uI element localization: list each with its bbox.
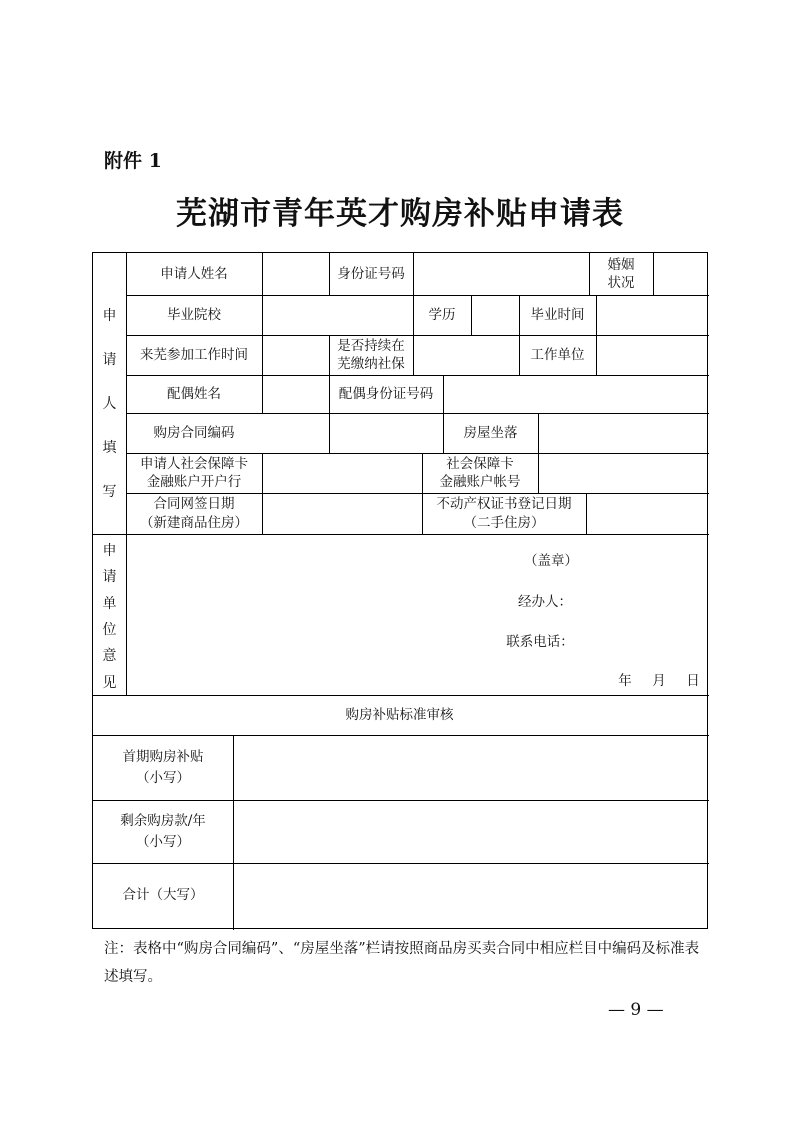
handler-label: 经办人： (518, 593, 572, 610)
account-label: 社会保障卡 金融账户帐号 (439, 455, 521, 490)
seal-label: （盖章） (524, 552, 578, 569)
spouse-id-label: 配偶身份证号码 (338, 385, 434, 402)
graduation-time-label: 毕业时间 (530, 306, 585, 323)
opinion-label-char: 请 (102, 569, 117, 586)
applicant-label-char: 人 (102, 396, 117, 412)
applicant-label-char: 填 (102, 440, 117, 456)
id-number-label: 身份证号码 (337, 265, 405, 282)
bank-label: 申请人社会保障卡 金融账户开户行 (140, 455, 248, 490)
year-label: 年 (618, 672, 632, 689)
first-payment-subsidy-label: 首期购房补贴 （小写） (122, 749, 204, 786)
work-start-label: 来芜参加工作时间 (140, 346, 248, 363)
applicant-name-label: 申请人姓名 (160, 265, 228, 282)
opinion-label-char: 见 (102, 674, 117, 691)
spouse-name-label: 配偶姓名 (167, 385, 221, 402)
month-label: 月 (652, 672, 666, 689)
education-label: 学历 (428, 306, 456, 323)
attachment-label: 附件 1 (104, 150, 162, 172)
applicant-label-char: 写 (102, 484, 117, 500)
remaining-payment-label: 剩余购房款/年 （小写） (120, 813, 206, 850)
opinion-label-char: 申 (102, 543, 117, 560)
marital-status-label: 婚姻 状况 (607, 256, 635, 291)
day-label: 日 (686, 672, 700, 689)
page-number: — 9 — (608, 1000, 664, 1020)
review-header: 购房补贴标准审核 (345, 706, 454, 723)
total-label: 合计（大写） (122, 886, 204, 903)
form-title: 芜湖市青年英才购房补贴申请表 (176, 196, 624, 232)
property-location-label: 房屋坐落 (463, 424, 518, 441)
opinion-label-char: 意 (102, 648, 117, 665)
registration-date-label: 不动产权证书登记日期 （二手住房） (436, 496, 572, 531)
opinion-label-char: 单 (102, 595, 117, 612)
application-form (92, 252, 708, 929)
employer-label: 工作单位 (530, 346, 585, 363)
contract-number-label: 购房合同编码 (153, 424, 235, 441)
school-label: 毕业院校 (167, 306, 221, 323)
social-insurance-label: 是否持续在 芜缴纳社保 (337, 337, 405, 372)
phone-label: 联系电话： (506, 633, 574, 650)
applicant-label-char: 请 (102, 352, 117, 368)
sign-date-label: 合同网签日期 （新建商品住房） (140, 496, 248, 531)
form-note: 注：表格中“购房合同编码”、“房屋坐落”栏请按照商品房买卖合同中相应栏目中编码及标准表述填写。 (104, 941, 700, 985)
applicant-label-char: 申 (102, 308, 117, 324)
opinion-label-char: 位 (102, 622, 117, 639)
